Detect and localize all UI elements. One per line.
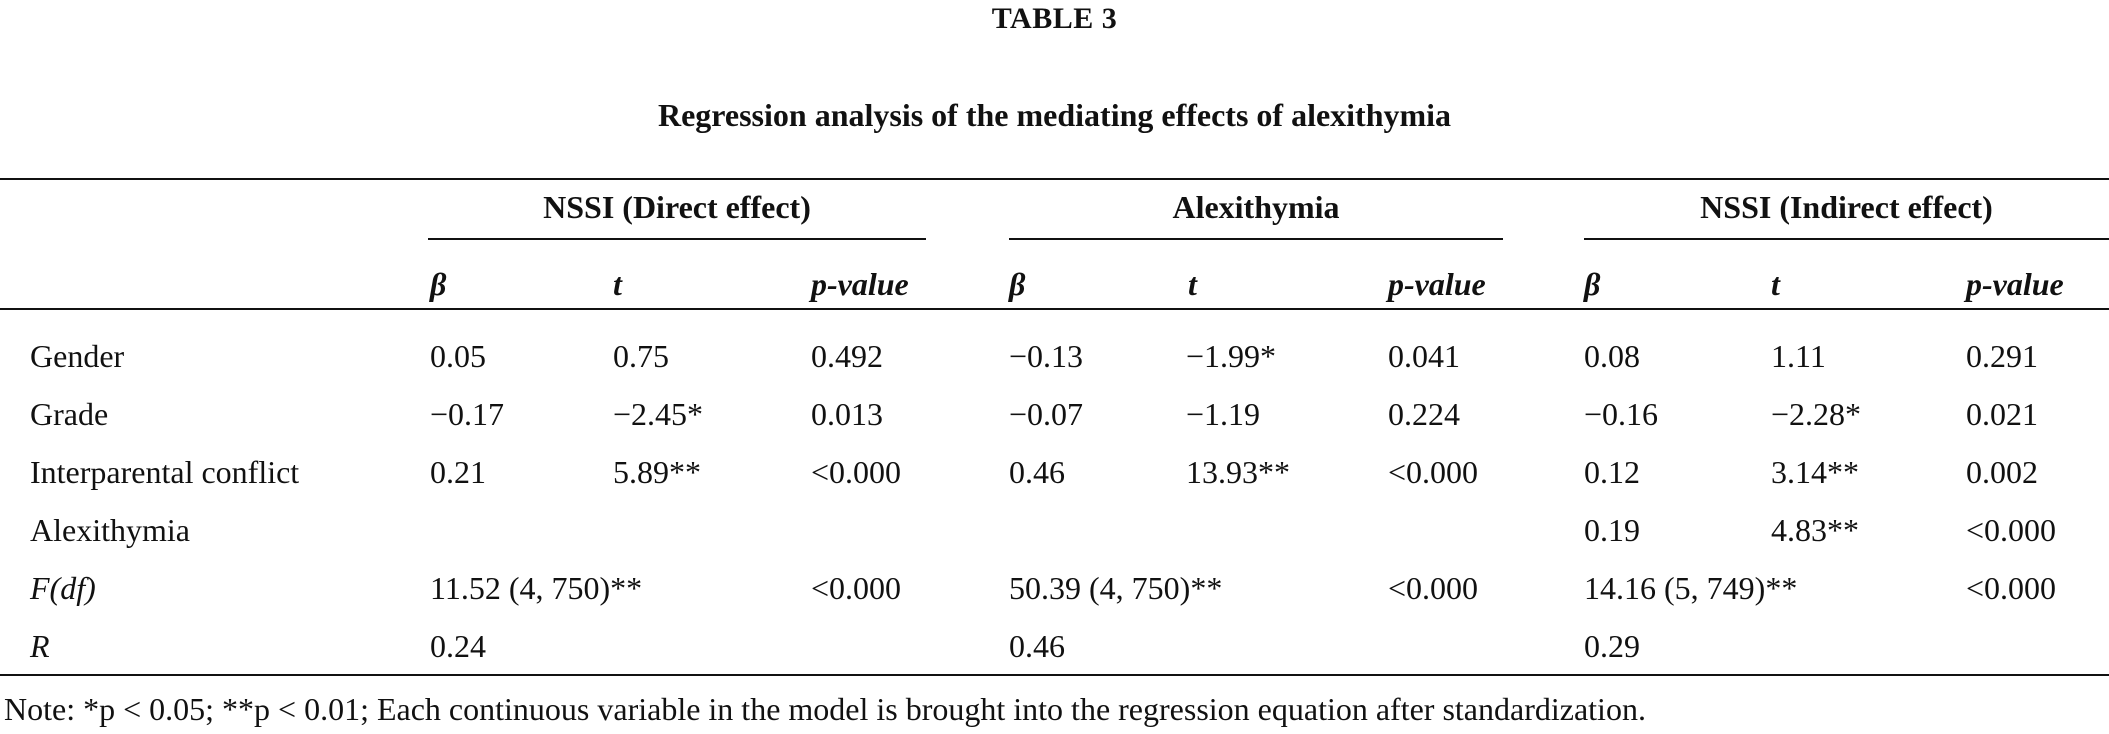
table-label: TABLE 3	[991, 2, 1118, 35]
table-cell: −2.45*	[613, 396, 704, 432]
table-cell: −1.19	[1186, 396, 1261, 432]
subheader-p-value: p-value	[811, 266, 909, 302]
table-cell: 0.21	[430, 454, 486, 490]
group-rule-2	[1009, 238, 1503, 240]
group-header-alexithymia: Alexithymia	[1172, 189, 1340, 225]
subheader-p-value: p-value	[1966, 266, 2064, 302]
group-header-indirect: NSSI (Indirect effect)	[1700, 189, 1993, 225]
table-cell: <0.000	[1388, 454, 1479, 490]
table-cell: 0.05	[430, 338, 486, 374]
table-cell: 13.93**	[1186, 454, 1290, 490]
table-cell: 1.11	[1771, 338, 1826, 374]
table-cell: 5.89**	[613, 454, 701, 490]
table-cell: −0.17	[430, 396, 505, 432]
group-rule-1	[428, 238, 926, 240]
row-label: Grade	[30, 396, 109, 432]
subheader-t: t	[613, 266, 622, 302]
subheader-beta: β	[430, 266, 447, 302]
table-cell: <0.000	[811, 454, 902, 490]
table-cell: 3.14**	[1771, 454, 1859, 490]
table-cell: −0.16	[1584, 396, 1659, 432]
f-statistic: 14.16 (5, 749)**	[1584, 570, 1798, 606]
table-cell: 0.013	[811, 396, 883, 432]
table-cell: 0.002	[1966, 454, 2038, 490]
subheader-beta: β	[1009, 266, 1026, 302]
r-value: 0.24	[430, 628, 486, 664]
table-cell: 0.492	[811, 338, 883, 374]
row-label-r: R	[30, 628, 50, 664]
f-statistic: 50.39 (4, 750)**	[1009, 570, 1223, 606]
f-p-value: <0.000	[1966, 570, 2057, 606]
table-cell: 0.12	[1584, 454, 1640, 490]
f-p-value: <0.000	[811, 570, 902, 606]
row-label: Alexithymia	[30, 512, 190, 548]
row-label: Gender	[30, 338, 125, 374]
table-cell: 4.83**	[1771, 512, 1859, 548]
f-statistic: 11.52 (4, 750)**	[430, 570, 643, 606]
table-cell: −2.28*	[1771, 396, 1862, 432]
subheader-beta: β	[1584, 266, 1601, 302]
subheader-t: t	[1188, 266, 1197, 302]
subheader-p-value: p-value	[1388, 266, 1486, 302]
r-value: 0.29	[1584, 628, 1640, 664]
row-label: Interparental conflict	[30, 454, 300, 490]
table-cell: 0.46	[1009, 454, 1065, 490]
table-cell: 0.291	[1966, 338, 2038, 374]
table-cell: <0.000	[1966, 512, 2057, 548]
table-bottom-rule	[0, 674, 2109, 676]
top-rule	[0, 178, 2109, 180]
table-cell: 0.021	[1966, 396, 2038, 432]
table-cell: −0.07	[1009, 396, 1084, 432]
table-cell: 0.19	[1584, 512, 1640, 548]
table-caption: Regression analysis of the mediating effects of alexithymia	[657, 97, 1452, 133]
table-cell: −0.13	[1009, 338, 1084, 374]
table-note: Note: *p < 0.05; **p < 0.01; Each continuous variable in the model is brought into the regression equation after standardization.	[4, 691, 1646, 727]
table-cell: 0.224	[1388, 396, 1460, 432]
table-cell: 0.75	[613, 338, 669, 374]
subheader-t: t	[1771, 266, 1780, 302]
header-bottom-rule	[0, 308, 2109, 310]
f-p-value: <0.000	[1388, 570, 1479, 606]
group-header-direct: NSSI (Direct effect)	[543, 189, 811, 225]
row-label-f: F(df)	[30, 570, 96, 606]
table-cell: −1.99*	[1186, 338, 1277, 374]
group-rule-3	[1584, 238, 2109, 240]
table-cell: 0.08	[1584, 338, 1640, 374]
r-value: 0.46	[1009, 628, 1065, 664]
table-cell: 0.041	[1388, 338, 1460, 374]
